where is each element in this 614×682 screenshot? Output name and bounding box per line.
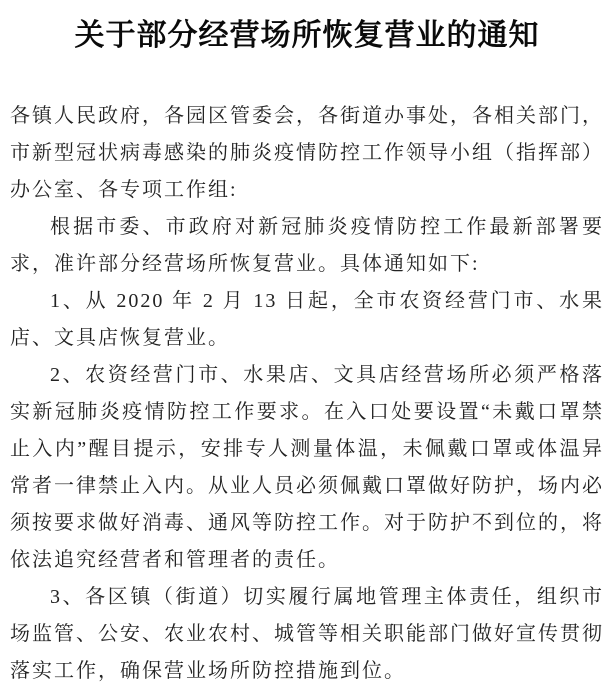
paragraph-item-3: 3、各区镇（街道）切实履行属地管理主体责任，组织市场监管、公安、农业农村、城管等相关职能部门做好宣传贯彻落实工作，确保营业场所防控措施到位。 <box>10 586 604 682</box>
paragraph-preamble: 根据市委、市政府对新冠肺炎疫情防控工作最新部署要求，准许部分经营场所恢复营业。具体通知如下: <box>10 216 604 275</box>
paragraph-item-2: 2、农资经营门市、水果店、文具店经营场所必须严格落实新冠肺炎疫情防控工作要求。在入口处要设置“未戴口罩禁止入内”醒目提示，安排专人测量体温，未佩戴口罩或体温异常者一律禁止入内。从业人员必须佩戴口罩做好防护，场内必须按要求做好消毒、通风等防控工作。对于防护不到位的，将依法追究经营者和管理者的责任。 <box>10 364 604 571</box>
document-body <box>10 98 604 682</box>
paragraph-addressees: 各镇人民政府，各园区管委会，各街道办事处，各相关部门，市新型冠状病毒感染的肺炎疫情防控工作领导小组（指挥部）办公室、各专项工作组: <box>10 105 604 201</box>
document-title: 关于部分经营场所恢复营业的通知 <box>74 19 540 52</box>
paragraph-item-1: 1、从 2020 年 2 月 13 日起，全市农资经营门市、水果店、文具店恢复营业。 <box>10 290 604 349</box>
